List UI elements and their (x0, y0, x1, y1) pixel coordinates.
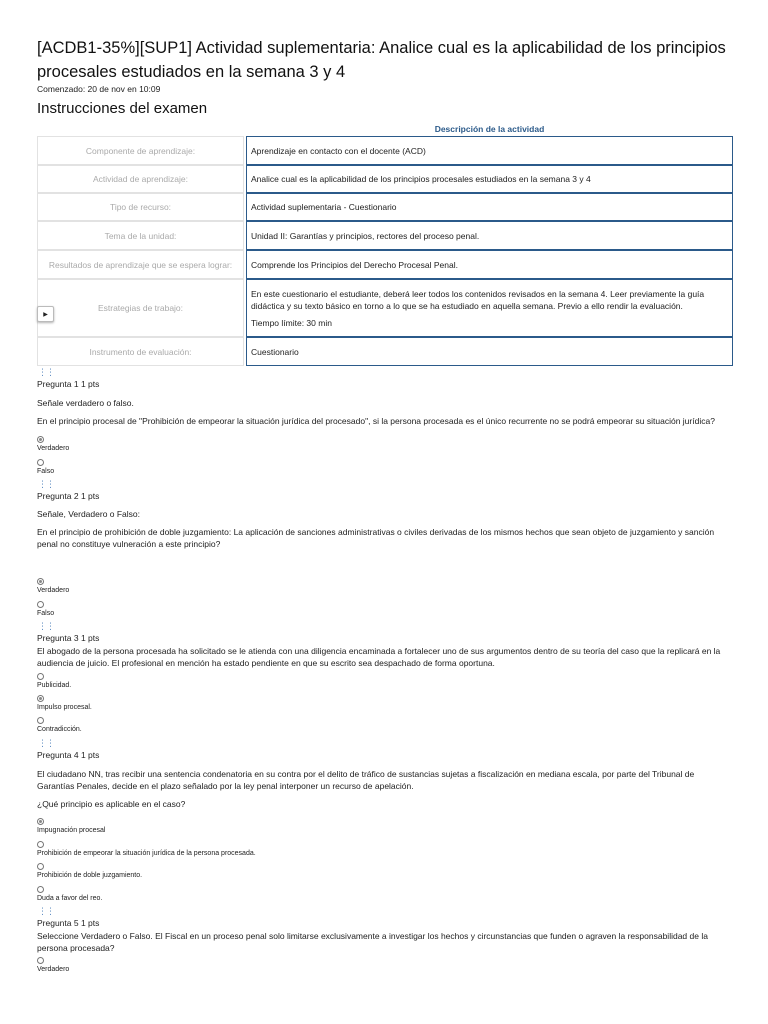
row-label-instrumento: Instrumento de evaluación: (37, 337, 244, 366)
row-label-tipo: Tipo de recurso: (37, 193, 244, 221)
question-1-text: En el principio procesal de "Prohibición de empeorar la situación jurídica del procesado", si la persona procesada es el único recurrente no se podrá empeorar su situación jurídica? (37, 416, 715, 426)
question-2-prompt: Señale, Verdadero o Falso: (37, 509, 141, 519)
drag-handle-icon[interactable]: ⋮⋮ (38, 367, 54, 377)
q5-option-1-radio[interactable] (37, 957, 44, 964)
q2-option-1-radio[interactable] (37, 578, 44, 585)
page-title: [ACDB1-35%][SUP1] Actividad suplementaria: Analice cual es la aplicabilidad de los principios procesales estudiados en la semana 3 y 4 (37, 39, 726, 81)
question-3-header: Pregunta 3 1 pts (37, 633, 100, 643)
question-4-text: El ciudadano NN, tras recibir una sentencia condenatoria en su contra por el delito de tráfico de sustancias sujetas a fiscalización en mediana escala, por parte del Tribunal de Garantías Penales, decide en el plazo señalado por la ley penal interponer un recurso de apelación. (37, 769, 695, 791)
q3-option-1-label: Publicidad. (37, 682, 72, 689)
q1-option-2-radio[interactable] (37, 459, 44, 466)
q3-option-3-label: Contradicción. (37, 726, 82, 733)
question-1-prompt: Señale verdadero o falso. (37, 398, 134, 408)
question-5-header: Pregunta 5 1 pts (37, 918, 100, 928)
q5-option-1-label: Verdadero (37, 966, 70, 973)
instructions-heading: Instrucciones del examen (37, 100, 208, 117)
q4-option-3-label: Prohibición de doble juzgamiento. (37, 872, 143, 879)
row-label-actividad: Actividad de aprendizaje: (37, 165, 244, 193)
row-label-tema: Tema de la unidad: (37, 221, 244, 250)
row-value-resultados: Comprende los Principios del Derecho Procesal Penal. (246, 250, 733, 279)
q2-option-2-label: Falso (37, 610, 55, 617)
row-value-tipo: Actividad suplementaria - Cuestionario (246, 193, 733, 221)
q3-option-3-radio[interactable] (37, 717, 44, 724)
question-1-header: Pregunta 1 1 pts (37, 379, 100, 389)
q2-option-1-label: Verdadero (37, 587, 70, 594)
q2-option-2-radio[interactable] (37, 601, 44, 608)
row-label-componente: Componente de aprendizaje: (37, 136, 244, 165)
row-value-estrategias (246, 279, 733, 337)
row-value-actividad: Analice cual es la aplicabilidad de los principios procesales estudiados en la semana 3 y 4 (246, 165, 733, 193)
q4-option-1-radio[interactable] (37, 818, 44, 825)
question-2-header: Pregunta 2 1 pts (37, 491, 100, 501)
question-2-text: En el principio de prohibición de doble juzgamiento: La aplicación de sanciones administrativas o civiles derivadas de los mismos hechos que sean objeto de juzgamiento y sanción penal no constituye vulneración a este principio? (37, 527, 715, 549)
drag-handle-icon[interactable]: ⋮⋮ (38, 906, 54, 916)
q4-option-4-radio[interactable] (37, 886, 44, 893)
row-label-estrategias: Estrategias de trabajo: (37, 279, 244, 337)
drag-handle-icon[interactable]: ⋮⋮ (38, 621, 54, 631)
question-5-text: Seleccione Verdadero o Falso. El Fiscal en un proceso penal solo limitarse exclusivamente a investigar los hechos y circunstancias que funden o agraven la responsabilidad de la persona procesada? (37, 931, 708, 953)
row-value-instrumento: Cuestionario (246, 337, 733, 366)
row-label-resultados: Resultados de aprendizaje que se espera lograr: (37, 250, 244, 279)
q4-option-2-radio[interactable] (37, 841, 44, 848)
activity-caption: Descripción de la actividad (434, 124, 545, 134)
q4-option-4-label: Duda a favor del reo. (37, 895, 103, 902)
question-4-header: Pregunta 4 1 pts (37, 750, 100, 760)
q3-option-1-radio[interactable] (37, 673, 44, 680)
q3-option-2-radio[interactable] (37, 695, 44, 702)
row-value-componente: Aprendizaje en contacto con el docente (ACD) (246, 136, 733, 165)
started-timestamp: Comenzado: 20 de nov en 10:09 (37, 84, 161, 94)
question-3-text: El abogado de la persona procesada ha solicitado se le atienda con una diligencia encaminada a fortalecer uno de sus argumentos dentro de su teoría del caso que la replicará en la audiencia de juicio. El profesional en mención ha estado pendiente en que su escrito sea despachado de forma oportuna. (37, 646, 721, 668)
q1-option-1-label: Verdadero (37, 445, 70, 452)
expand-button[interactable] (37, 306, 54, 322)
time-limit-text: Tiempo límite: 30 min (251, 318, 332, 328)
estrategias-text: En este cuestionario el estudiante, deberá leer todos los contenidos revisados en la semana 4. Leer previamente la guía didáctica y su texto básico en torno a lo que se ha estudiado en aquella semana. Previo a ello rendir la evaluación. (251, 289, 705, 311)
drag-handle-icon[interactable]: ⋮⋮ (38, 479, 54, 489)
q4-option-1-label: Impugnación procesal (37, 827, 106, 834)
question-4-prompt: ¿Qué principio es aplicable en el caso? (37, 799, 186, 809)
q4-option-2-label: Prohibición de empeorar la situación jurídica de la persona procesada. (37, 850, 256, 857)
q1-option-2-label: Falso (37, 468, 55, 475)
q4-option-3-radio[interactable] (37, 863, 44, 870)
expand-arrow-icon: ▶ (43, 311, 48, 318)
q3-option-2-label: Impulso procesal. (37, 704, 92, 711)
row-value-tema: Unidad II: Garantías y principios, rectores del proceso penal. (246, 221, 733, 250)
q1-option-1-radio[interactable] (37, 436, 44, 443)
drag-handle-icon[interactable]: ⋮⋮ (38, 738, 54, 748)
